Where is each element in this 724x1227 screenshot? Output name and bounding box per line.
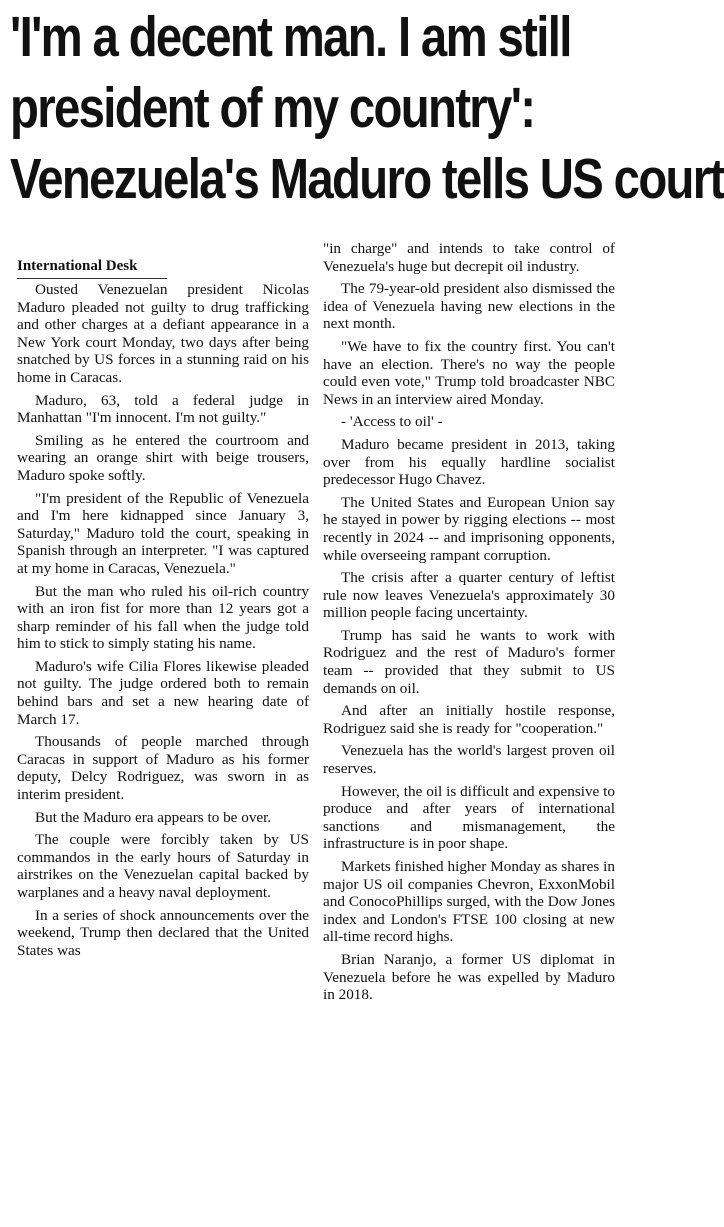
headline [10, 2, 724, 215]
paragraph: Venezuela has the world's largest proven oil reserves. [323, 742, 615, 778]
paragraph: But the Maduro era appears to be over. [35, 808, 272, 826]
article-column-left [17, 256, 309, 964]
paragraph: The couple were forcibly taken by US commandos in the early hours of Saturday in airstrikes on the Venezuelan capital backed by warplanes and a heavy naval deployment. [17, 831, 309, 901]
paragraph: Ousted Venezuelan president Nicolas Maduro pleaded not guilty to drug trafficking and other charges at a defiant appearance in a New York court Monday, two days after being snatched by US forces in a stunning raid on his home in Caracas. [17, 281, 309, 386]
paragraph: But the man who ruled his oil-rich country with an iron fist for more than 12 years got a sharp reminder of his fall when the judge told him to stick to simply stating his name. [17, 582, 309, 653]
paragraph: Smiling as he entered the courtroom and wearing an orange shirt with beige trousers, Maduro spoke softly. [17, 431, 309, 484]
headline-line-1: 'I'm a decent man. I am still [10, 5, 571, 69]
paragraph: Maduro's wife Cilia Flores likewise pleaded not guilty. The judge ordered both to remain behind bars and set a new hearing date of March 17. [17, 657, 309, 728]
subhead: - 'Access to oil' - [341, 413, 443, 431]
paragraph: Brian Naranjo, a former US diplomat in Venezuela before he was expelled by Maduro in 2018. [323, 950, 615, 1004]
paragraph: "We have to fix the country first. You can't have an election. There's no way the people could even vote," Trump told broadcaster NBC News in an interview aired Monday. [323, 337, 615, 408]
paragraph: And after an initially hostile response, Rodriguez said she is ready for "cooperation." [323, 702, 615, 737]
article-column-right [323, 240, 615, 1009]
paragraph: The 79-year-old president also dismissed the idea of Venezuela having new elections in the next month. [323, 280, 615, 333]
paragraph: The crisis after a quarter century of leftist rule now leaves Venezuela's approximately 30 million people facing uncertainty. [323, 569, 615, 622]
paragraph-continuation: "in charge" and intends to take control of Venezuela's huge but decrepit oil industry. [323, 240, 615, 275]
paragraph: Trump has said he wants to work with Rodriguez and the rest of Maduro's former team -- provided that they submit to US demands on oil. [323, 626, 615, 697]
paragraph: "I'm president of the Republic of Venezuela and I'm here kidnapped since January 3, Saturday," Maduro told the court, speaking in Spanish through an interpreter. "I was captured at my home in Caracas, Venezuela." [17, 489, 309, 577]
paragraph: The United States and European Union say he stayed in power by rigging elections -- most recently in 2024 -- and imprisoning opponents, while overseeing rampant corruption. [323, 493, 615, 564]
headline-line-2: president of my country': [10, 76, 535, 140]
headline-line-3: Venezuela's Maduro tells US court [10, 147, 724, 211]
paragraph: Markets finished higher Monday as shares in major US oil companies Chevron, ExxonMobil and ConocoPhillips surged, with the Dow Jones index and London's FTSE 100 closing at new all-time record highs. [323, 858, 615, 946]
paragraph: Maduro became president in 2013, taking over from his equally hardline socialist predecessor Hugo Chavez. [323, 435, 615, 489]
paragraph: Maduro, 63, told a federal judge in Manhattan "I'm innocent. I'm not guilty." [17, 391, 309, 427]
byline: International Desk [17, 256, 167, 279]
paragraph: Thousands of people marched through Caracas in support of Maduro as his former deputy, Delcy Rodriguez, was sworn in as interim president. [17, 733, 309, 804]
paragraph: In a series of shock announcements over the weekend, Trump then declared that the United States was [17, 906, 309, 959]
paragraph: However, the oil is difficult and expensive to produce and after years of international sanctions and mismanagement, the infrastructure is in poor shape. [323, 782, 615, 853]
